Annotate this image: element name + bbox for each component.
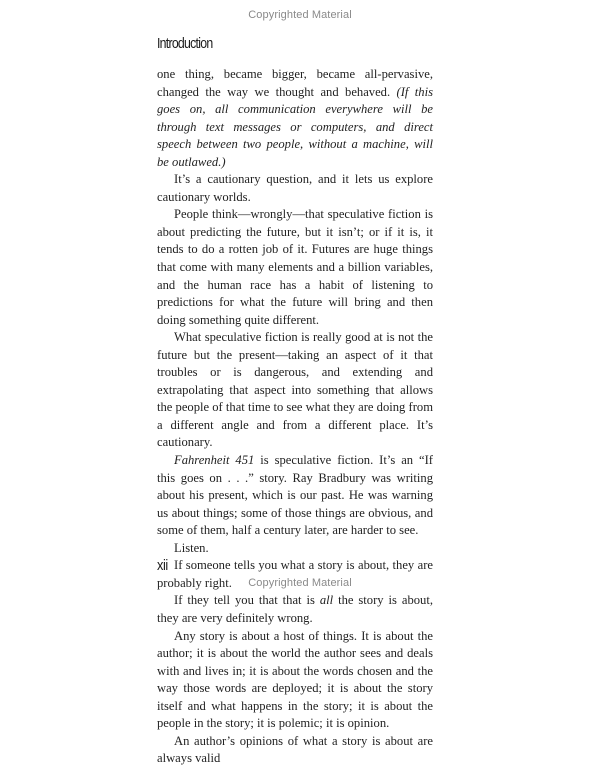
paragraph: If they tell you that that is all the story is about, they are very definitely wrong. [157,593,433,625]
copyright-watermark-bottom: Copyrighted Material [248,577,352,589]
paragraph: Any story is about a host of things. It is about the author; it is about the world the author sees and deals with and lives in; it is about the words chosen and the way those words are deployed; it is about the story itself and what happens in the story; it is about the people in the story; it is polemic; it is opinion. [157,628,433,731]
paragraph: It’s a cautionary question, and it lets us explore cautionary worlds. [157,172,433,204]
page-body [157,66,433,768]
paragraph: An author’s opinions of what a story is about are always valid [157,733,433,766]
running-head: Introduction [157,35,213,52]
paragraph: What speculative fiction is really good at is not the future but the present—taking an aspect of it that troubles or is dangerous, and extending and extrapolating that aspect into something that allows the people of that time to see what they are doing from a different angle and from a different place. It’s cautionary. [157,330,433,450]
page-number: xii [157,557,168,574]
paragraph: Listen. [174,540,209,555]
copyright-watermark-top: Copyrighted Material [248,9,352,21]
paragraph: Fahrenheit 451 is speculative fiction. It’s an “If this goes on . . .” story. Ray Bradbury was writing about his present, which is our past. He was warning us about things; some of those things are obvious, and some of them, half a century later, are harder to see. [157,453,433,538]
paragraph: People think—wrongly—that speculative fiction is about predicting the future, but it isn’t; or if it is, it tends to do a rotten job of it. Futures are huge things that come with many elements and a billion variables, and the human race has a habit of listening to predictions for what the future will bring and then doing something quite different. [157,207,433,327]
paragraph: If someone tells you what a story is about, they are probably right. [157,558,433,590]
paragraph: one thing, became bigger, became all-pervasive, changed the way we thought and behaved. (If this goes on, all communication everywhere will be through text messages or computers, and direct speech between two people, without a machine, will be outlawed.) [157,67,433,169]
